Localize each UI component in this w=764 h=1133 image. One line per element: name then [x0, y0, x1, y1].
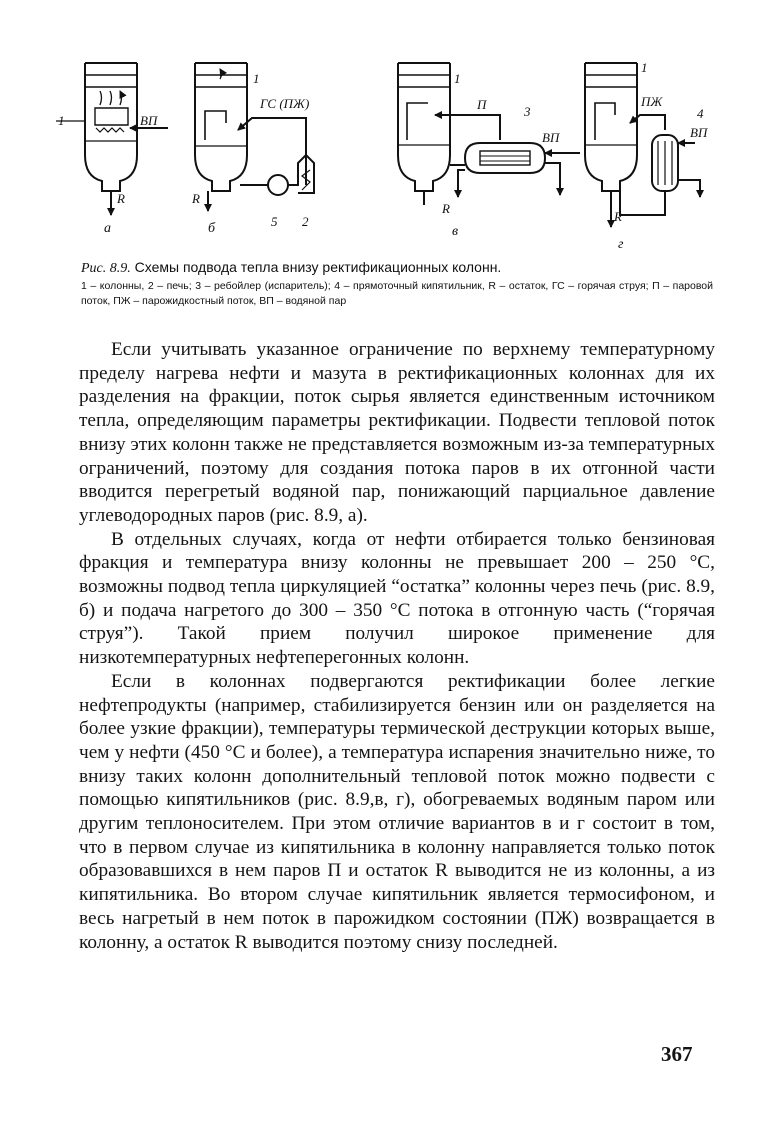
label-r-a: R — [117, 191, 125, 206]
label-vp-a: ВП — [140, 113, 158, 128]
label-1-v: 1 — [454, 71, 461, 86]
scheme-a — [56, 63, 168, 215]
caption-title-line — [81, 258, 713, 278]
paragraph-3: Если в колоннах подвергаются ректификации более легкие нефтепродукты (например, стабилизируется бензин или он разделяется на более узкие фракции), температуры термической деструкции которых выше, чем у нефти (450 °С и более), а температура испарения значительно ниже, то внизу таких колонн дополнительный тепловой поток можно подвести с помощью кипятильников (рис. 8.9,в, г), обогреваемых водяным паром или другим теплоносителем. При этом отличие вариантов в и г состоит в том, что в первом случае из кипятильника в колонну направляется только поток образовавшихся в нем паров П и остаток R выводится не из колонны, а из кипятильника. Во втором случае кипятильник является термосифоном, и весь нагретый в нем поток в парожидком состоянии (ПЖ) возвращается в колонну, а остаток R выводится поэтому снизу последней. — [79, 670, 715, 953]
column-b — [195, 63, 247, 191]
label-sub-b: б — [208, 221, 216, 236]
label-pzh: ПЖ — [641, 94, 663, 109]
column-a — [85, 63, 137, 191]
label-p: П — [477, 97, 487, 112]
label-r-g: R — [614, 209, 622, 224]
label-sub-v: в — [452, 224, 459, 239]
label-sub-g: г — [618, 237, 624, 252]
body-text — [79, 338, 715, 954]
reboiler-3 — [465, 143, 545, 173]
label-1-b: 1 — [253, 71, 260, 86]
scheme-g — [585, 63, 700, 227]
paragraph-1: Если учитывать указанное ограничение по верхнему температурному пределу нагрева нефти и мазута в ректификационных колоннах для их разделения на фракции, поток сырья является единственным источником тепла, определяющим параметры ректификации. Подвести тепловой поток внизу этих колонн также не представляется возможным из-за температурных ограничений, поэтому для создания потока паров в их отгонной части вводится перегретый водяной пар, понижающий парциальное давление углеводородных паров (рис. 8.9, а). — [79, 339, 715, 526]
heat-supply-schemes-diagram — [40, 45, 730, 263]
label-vp-v: ВП — [542, 130, 560, 145]
caption-legend: 1 – колонны, 2 – печь; 3 – ребойлер (испаритель); 4 – прямоточный кипятильник, R – остаток, ГС – горячая струя; П – паровой поток, ПЖ – парожидкостный поток, ВП – водяной пар — [81, 280, 713, 307]
pump-5 — [268, 175, 288, 195]
furnace-2 — [288, 155, 314, 193]
caption-title: Схемы подвода тепла внизу ректификационных колонн. — [134, 259, 502, 275]
column-g — [585, 63, 637, 191]
label-5: 5 — [271, 214, 278, 229]
label-4: 4 — [697, 106, 704, 121]
paragraph-2: В отдельных случаях, когда от нефти отбирается только бензиновая фракция и температура внизу колонны не превышает 200 – 250 °С, возможны подвод тепла циркуляцией “остатка” колонны через печь (рис. 8.9, б) и подача нагретого до 300 – 350 °С потока в отгонную часть (“горячая струя”). Такой прием получил широкое применение для низкотемпературных нефтеперегонных колонн. — [79, 528, 715, 669]
label-2: 2 — [302, 214, 309, 229]
caption-label: Рис. 8.9. — [81, 261, 131, 276]
label-r-b: R — [192, 191, 200, 206]
label-vp-g: ВП — [690, 125, 708, 140]
label-1-g: 1 — [641, 60, 648, 75]
label-1-a: 1 — [58, 113, 65, 128]
page-number: 367 — [661, 1042, 693, 1066]
column-v — [398, 63, 450, 191]
label-gs-pzh: ГС (ПЖ) — [260, 96, 310, 111]
label-3: 3 — [524, 104, 531, 119]
figure-8-9 — [40, 45, 730, 263]
figure-caption — [81, 258, 713, 308]
label-r-v: R — [442, 201, 450, 216]
label-sub-a: а — [104, 221, 111, 236]
